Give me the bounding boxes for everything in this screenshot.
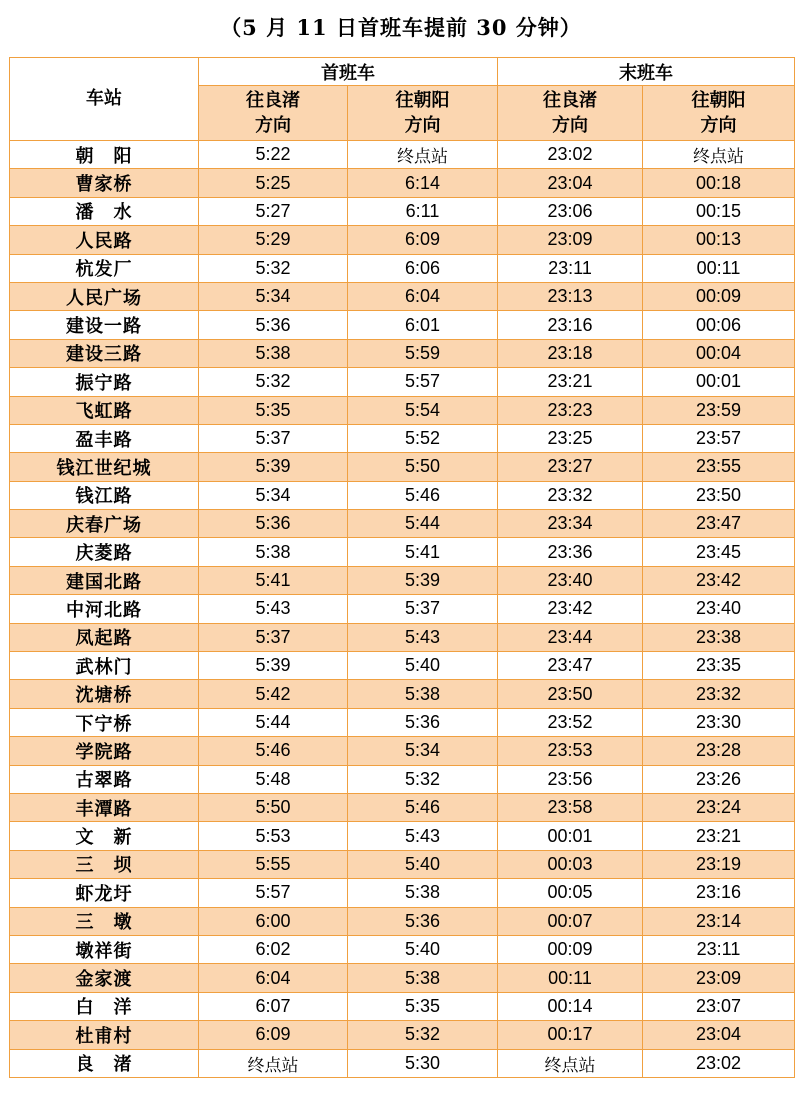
table-row xyxy=(10,652,795,680)
last-train-to-liangzhu-cell: 23:21 xyxy=(498,368,643,396)
first-train-to-chaoyang-cell: 5:41 xyxy=(348,538,498,566)
table-row xyxy=(10,964,795,992)
first-train-to-liangzhu-cell: 6:07 xyxy=(199,992,348,1020)
last-train-to-chaoyang-cell: 23:11 xyxy=(643,935,795,963)
last-train-to-chaoyang-cell: 23:55 xyxy=(643,453,795,481)
station-name-cell: 凤起路 xyxy=(10,623,199,651)
first-train-to-liangzhu-cell: 5:36 xyxy=(199,311,348,339)
last-train-to-chaoyang-cell: 00:09 xyxy=(643,282,795,310)
direction-label-line1: 往朝阳 xyxy=(691,90,746,111)
last-train-to-chaoyang-cell: 23:35 xyxy=(643,652,795,680)
last-train-to-chaoyang-cell: 23:09 xyxy=(643,964,795,992)
last-train-to-liangzhu-cell: 23:50 xyxy=(498,680,643,708)
first-train-to-chaoyang-cell: 5:54 xyxy=(348,396,498,424)
station-name-cell: 建设三路 xyxy=(10,339,199,367)
table-row xyxy=(10,226,795,254)
first-train-to-liangzhu-cell: 5:37 xyxy=(199,623,348,651)
first-train-to-chaoyang-cell: 5:34 xyxy=(348,737,498,765)
last-train-to-liangzhu-cell: 23:42 xyxy=(498,595,643,623)
first-train-to-liangzhu-cell: 5:22 xyxy=(199,141,348,169)
table-row xyxy=(10,1049,795,1077)
station-name-cell: 飞虹路 xyxy=(10,396,199,424)
first-train-to-chaoyang-cell: 5:32 xyxy=(348,765,498,793)
station-name-cell: 振宁路 xyxy=(10,368,199,396)
first-train-to-chaoyang-cell: 5:46 xyxy=(348,481,498,509)
first-train-to-liangzhu-cell: 5:55 xyxy=(199,850,348,878)
first-train-to-chaoyang-cell: 5:59 xyxy=(348,339,498,367)
first-train-to-liangzhu-cell: 5:36 xyxy=(199,510,348,538)
first-train-to-chaoyang-cell: 5:52 xyxy=(348,424,498,452)
last-train-to-chaoyang-cell: 23:30 xyxy=(643,708,795,736)
last-train-to-chaoyang-cell: 23:47 xyxy=(643,510,795,538)
last-train-to-liangzhu-cell: 23:56 xyxy=(498,765,643,793)
station-name-cell: 钱江路 xyxy=(10,481,199,509)
station-name-cell: 钱江世纪城 xyxy=(10,453,199,481)
last-train-to-liangzhu-cell: 00:05 xyxy=(498,879,643,907)
station-name-cell: 良 渚 xyxy=(10,1049,199,1077)
last-train-to-chaoyang-cell: 终点站 xyxy=(643,141,795,169)
table-row xyxy=(10,169,795,197)
last-train-to-chaoyang-cell: 23:50 xyxy=(643,481,795,509)
table-row xyxy=(10,595,795,623)
last-train-to-chaoyang-cell: 23:32 xyxy=(643,680,795,708)
direction-label-line1: 往良渚 xyxy=(543,90,597,111)
first-train-to-chaoyang-cell: 5:36 xyxy=(348,907,498,935)
last-train-to-chaoyang-cell: 23:02 xyxy=(643,1049,795,1077)
table-row xyxy=(10,453,795,481)
last-train-to-liangzhu-cell: 23:02 xyxy=(498,141,643,169)
station-name-cell: 古翠路 xyxy=(10,765,199,793)
last-train-to-chaoyang-cell: 00:18 xyxy=(643,169,795,197)
station-name-cell: 墩祥街 xyxy=(10,935,199,963)
station-name-cell: 潘 水 xyxy=(10,197,199,225)
first-train-to-chaoyang-cell: 终点站 xyxy=(348,141,498,169)
station-name-cell: 杭发厂 xyxy=(10,254,199,282)
last-train-to-liangzhu-cell: 23:11 xyxy=(498,254,643,282)
last-train-to-chaoyang-cell: 23:21 xyxy=(643,822,795,850)
station-name-cell: 人民路 xyxy=(10,226,199,254)
last-train-to-liangzhu-cell: 00:07 xyxy=(498,907,643,935)
last-train-to-chaoyang-cell: 23:57 xyxy=(643,424,795,452)
table-row xyxy=(10,623,795,651)
station-name-cell: 盈丰路 xyxy=(10,424,199,452)
last-train-to-chaoyang-cell: 00:06 xyxy=(643,311,795,339)
direction-label-line2: 方向 xyxy=(404,115,441,136)
direction-label-line2: 方向 xyxy=(700,115,737,136)
last-train-to-liangzhu-cell: 23:47 xyxy=(498,652,643,680)
last-train-to-liangzhu-cell: 00:01 xyxy=(498,822,643,850)
last-train-to-chaoyang-cell: 23:45 xyxy=(643,538,795,566)
last-train-to-liangzhu-cell: 23:32 xyxy=(498,481,643,509)
direction-label-line1: 往良渚 xyxy=(246,90,300,111)
table-row xyxy=(10,793,795,821)
last-train-to-liangzhu-cell: 23:53 xyxy=(498,737,643,765)
first-train-to-liangzhu-cell: 5:35 xyxy=(199,396,348,424)
first-train-to-chaoyang-cell: 5:39 xyxy=(348,566,498,594)
table-row xyxy=(10,311,795,339)
last-train-to-chaoyang-cell: 00:15 xyxy=(643,197,795,225)
last-train-to-chaoyang-cell: 23:16 xyxy=(643,879,795,907)
first-train-to-liangzhu-cell: 5:27 xyxy=(199,197,348,225)
last-train-to-liangzhu-cell: 23:36 xyxy=(498,538,643,566)
first-train-to-liangzhu-cell: 5:37 xyxy=(199,424,348,452)
table-row xyxy=(10,538,795,566)
first-train-to-chaoyang-cell: 6:09 xyxy=(348,226,498,254)
first-train-to-liangzhu-cell: 5:39 xyxy=(199,453,348,481)
last-train-header: 末班车 xyxy=(498,58,795,86)
table-row xyxy=(10,992,795,1020)
last-train-to-liangzhu-cell: 23:04 xyxy=(498,169,643,197)
last-train-to-liangzhu-cell: 00:03 xyxy=(498,850,643,878)
first-train-to-chaoyang-cell: 5:30 xyxy=(348,1049,498,1077)
last-train-to-liangzhu-cell: 00:11 xyxy=(498,964,643,992)
station-name-cell: 沈塘桥 xyxy=(10,680,199,708)
station-name-cell: 白 洋 xyxy=(10,992,199,1020)
last-train-to-liangzhu-cell: 23:18 xyxy=(498,339,643,367)
last-train-to-chaoyang-cell: 23:38 xyxy=(643,623,795,651)
timetable xyxy=(9,57,795,1078)
last-train-to-chaoyang-cell: 00:04 xyxy=(643,339,795,367)
table-row xyxy=(10,1021,795,1049)
first-train-to-chaoyang-cell: 5:38 xyxy=(348,964,498,992)
station-name-cell: 建设一路 xyxy=(10,311,199,339)
direction-label-line2: 方向 xyxy=(255,115,291,136)
first-train-to-liangzhu-cell: 5:34 xyxy=(199,481,348,509)
station-name-cell: 杜甫村 xyxy=(10,1021,199,1049)
station-column-header: 车站 xyxy=(10,58,199,141)
first-train-to-chaoyang-cell: 5:38 xyxy=(348,680,498,708)
last-train-to-chaoyang-cell: 23:19 xyxy=(643,850,795,878)
table-row xyxy=(10,850,795,878)
station-name-cell: 人民广场 xyxy=(10,282,199,310)
last-train-to-liangzhu-cell: 23:06 xyxy=(498,197,643,225)
last-train-to-chaoyang-cell: 23:28 xyxy=(643,737,795,765)
first-train-to-chaoyang-cell: 5:40 xyxy=(348,935,498,963)
table-row xyxy=(10,197,795,225)
last-train-to-liangzhu-cell: 00:14 xyxy=(498,992,643,1020)
last-train-to-liangzhu-cell: 23:40 xyxy=(498,566,643,594)
first-train-to-liangzhu-cell: 6:02 xyxy=(199,935,348,963)
table-row xyxy=(10,510,795,538)
table-row xyxy=(10,680,795,708)
first-train-to-chaoyang-cell: 5:44 xyxy=(348,510,498,538)
first-train-to-chaoyang-cell: 6:06 xyxy=(348,254,498,282)
last-train-to-liangzhu-cell: 23:34 xyxy=(498,510,643,538)
first-train-to-liangzhu-cell: 6:04 xyxy=(199,964,348,992)
station-name-cell: 虾龙圩 xyxy=(10,879,199,907)
last-train-to-chaoyang-cell: 23:59 xyxy=(643,396,795,424)
table-row xyxy=(10,424,795,452)
last-train-to-chaoyang-cell: 00:13 xyxy=(643,226,795,254)
first-train-to-liangzhu-cell: 5:46 xyxy=(199,737,348,765)
last-train-to-chaoyang-cell: 00:11 xyxy=(643,254,795,282)
header-row-groups xyxy=(10,58,795,86)
table-row xyxy=(10,737,795,765)
last-train-to-liangzhu-cell: 23:23 xyxy=(498,396,643,424)
last-train-to-chaoyang-cell: 00:01 xyxy=(643,368,795,396)
first-train-to-chaoyang-cell: 5:43 xyxy=(348,822,498,850)
last-train-to-chaoyang-cell: 23:04 xyxy=(643,1021,795,1049)
first-train-to-liangzhu-cell: 5:50 xyxy=(199,793,348,821)
station-name-cell: 三 墩 xyxy=(10,907,199,935)
first-train-to-liangzhu-cell: 5:48 xyxy=(199,765,348,793)
table-row xyxy=(10,141,795,169)
first-train-to-chaoyang-cell: 5:36 xyxy=(348,708,498,736)
first-train-to-chaoyang-cell: 5:35 xyxy=(348,992,498,1020)
first-train-to-chaoyang-cell: 6:01 xyxy=(348,311,498,339)
station-name-cell: 中河北路 xyxy=(10,595,199,623)
last-train-to-liangzhu-header xyxy=(498,86,643,141)
first-train-header: 首班车 xyxy=(199,58,498,86)
first-train-to-chaoyang-cell: 5:40 xyxy=(348,850,498,878)
last-train-to-liangzhu-cell: 23:52 xyxy=(498,708,643,736)
first-train-to-liangzhu-cell: 5:42 xyxy=(199,680,348,708)
last-train-to-liangzhu-cell: 终点站 xyxy=(498,1049,643,1077)
first-train-to-liangzhu-header xyxy=(199,86,348,141)
last-train-to-liangzhu-cell: 23:16 xyxy=(498,311,643,339)
first-train-to-chaoyang-cell: 5:32 xyxy=(348,1021,498,1049)
last-train-to-liangzhu-cell: 23:44 xyxy=(498,623,643,651)
table-row xyxy=(10,396,795,424)
first-train-to-liangzhu-cell: 5:57 xyxy=(199,879,348,907)
table-row xyxy=(10,481,795,509)
last-train-to-chaoyang-cell: 23:26 xyxy=(643,765,795,793)
first-train-to-liangzhu-cell: 5:29 xyxy=(199,226,348,254)
station-name-cell: 金家渡 xyxy=(10,964,199,992)
station-name-cell: 文 新 xyxy=(10,822,199,850)
table-row xyxy=(10,765,795,793)
table-row xyxy=(10,879,795,907)
first-train-to-liangzhu-cell: 6:00 xyxy=(199,907,348,935)
last-train-to-chaoyang-cell: 23:07 xyxy=(643,992,795,1020)
last-train-to-chaoyang-cell: 23:14 xyxy=(643,907,795,935)
first-train-to-chaoyang-header xyxy=(348,86,498,141)
first-train-to-chaoyang-cell: 6:14 xyxy=(348,169,498,197)
first-train-to-liangzhu-cell: 5:39 xyxy=(199,652,348,680)
station-name-cell: 学院路 xyxy=(10,737,199,765)
table-row xyxy=(10,254,795,282)
station-name-cell: 三 坝 xyxy=(10,850,199,878)
first-train-to-liangzhu-cell: 5:32 xyxy=(199,368,348,396)
table-row xyxy=(10,935,795,963)
station-name-cell: 下宁桥 xyxy=(10,708,199,736)
table-row xyxy=(10,907,795,935)
table-row xyxy=(10,708,795,736)
station-name-cell: 丰潭路 xyxy=(10,793,199,821)
first-train-to-liangzhu-cell: 终点站 xyxy=(199,1049,348,1077)
last-train-to-chaoyang-cell: 23:24 xyxy=(643,793,795,821)
page-title: （5 月 11 日首班车提前 30 分钟） xyxy=(220,15,582,40)
table-row xyxy=(10,822,795,850)
first-train-to-chaoyang-cell: 6:04 xyxy=(348,282,498,310)
station-name-cell: 建国北路 xyxy=(10,566,199,594)
table-row xyxy=(10,368,795,396)
last-train-to-liangzhu-cell: 23:09 xyxy=(498,226,643,254)
table-row xyxy=(10,282,795,310)
direction-label-line1: 往朝阳 xyxy=(395,90,450,111)
last-train-to-liangzhu-cell: 23:25 xyxy=(498,424,643,452)
first-train-to-liangzhu-cell: 5:25 xyxy=(199,169,348,197)
direction-label-line2: 方向 xyxy=(552,115,588,136)
station-name-cell: 庆菱路 xyxy=(10,538,199,566)
last-train-to-chaoyang-cell: 23:40 xyxy=(643,595,795,623)
first-train-to-liangzhu-cell: 5:32 xyxy=(199,254,348,282)
first-train-to-liangzhu-cell: 5:53 xyxy=(199,822,348,850)
first-train-to-liangzhu-cell: 5:44 xyxy=(199,708,348,736)
first-train-to-chaoyang-cell: 6:11 xyxy=(348,197,498,225)
table-row xyxy=(10,339,795,367)
last-train-to-liangzhu-cell: 00:17 xyxy=(498,1021,643,1049)
station-name-cell: 武林门 xyxy=(10,652,199,680)
last-train-to-liangzhu-cell: 23:27 xyxy=(498,453,643,481)
first-train-to-liangzhu-cell: 5:38 xyxy=(199,339,348,367)
first-train-to-chaoyang-cell: 5:37 xyxy=(348,595,498,623)
first-train-to-liangzhu-cell: 5:34 xyxy=(199,282,348,310)
first-train-to-chaoyang-cell: 5:38 xyxy=(348,879,498,907)
last-train-to-chaoyang-header xyxy=(643,86,795,141)
station-name-cell: 朝 阳 xyxy=(10,141,199,169)
first-train-to-chaoyang-cell: 5:46 xyxy=(348,793,498,821)
first-train-to-liangzhu-cell: 5:41 xyxy=(199,566,348,594)
first-train-to-chaoyang-cell: 5:50 xyxy=(348,453,498,481)
first-train-to-liangzhu-cell: 6:09 xyxy=(199,1021,348,1049)
first-train-to-chaoyang-cell: 5:43 xyxy=(348,623,498,651)
last-train-to-chaoyang-cell: 23:42 xyxy=(643,566,795,594)
last-train-to-liangzhu-cell: 23:13 xyxy=(498,282,643,310)
station-name-cell: 曹家桥 xyxy=(10,169,199,197)
timetable-body xyxy=(10,141,795,1078)
last-train-to-liangzhu-cell: 23:58 xyxy=(498,793,643,821)
station-name-cell: 庆春广场 xyxy=(10,510,199,538)
table-row xyxy=(10,566,795,594)
first-train-to-liangzhu-cell: 5:43 xyxy=(199,595,348,623)
first-train-to-liangzhu-cell: 5:38 xyxy=(199,538,348,566)
first-train-to-chaoyang-cell: 5:57 xyxy=(348,368,498,396)
last-train-to-liangzhu-cell: 00:09 xyxy=(498,935,643,963)
first-train-to-chaoyang-cell: 5:40 xyxy=(348,652,498,680)
